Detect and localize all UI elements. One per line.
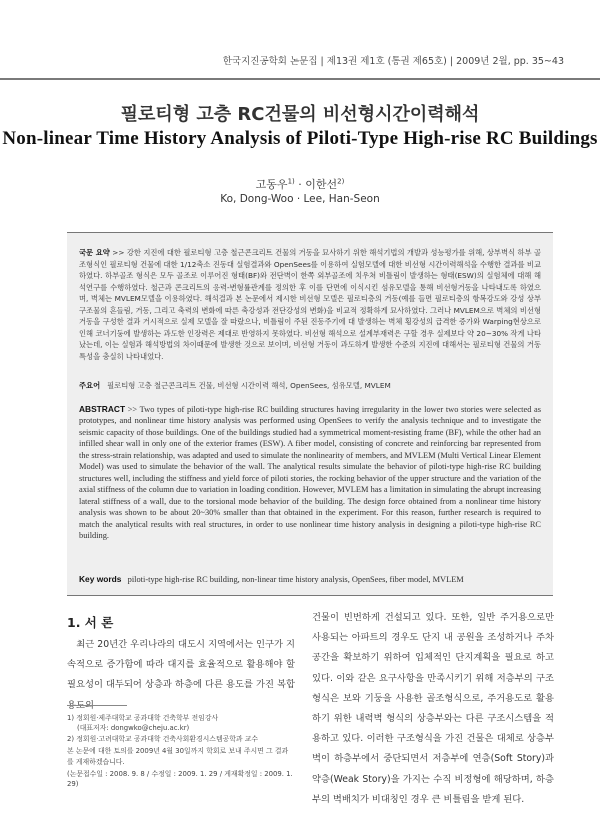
footnote-1: 1) 정회원·제주대학교 공과대학 건축학부 전임강사 (67, 714, 219, 722)
keywords-korean-label: 주요어 (79, 381, 101, 390)
authors-english: Ko, Dong-Woo · Lee, Han-Seon (220, 193, 380, 205)
keywords-english-label: Key words (79, 574, 122, 584)
author-second-affil: 2) (337, 177, 345, 186)
abstract-english-label: ABSTRACT (79, 404, 126, 414)
abstract-box (67, 232, 553, 596)
footnote-1-contact: (대표저자: dongwko@cheju.ac.kr) (77, 724, 190, 733)
author-second: 이한선 (305, 178, 338, 191)
abstract-korean (79, 247, 541, 375)
keywords-korean-text: 필로티형 고층 철근콘크리트 건물, 비선형 시간이력 해석, OpenSees, 섬유모델, MVLEM (107, 381, 391, 390)
author-first-affil: 1) (287, 177, 295, 186)
keywords-korean (79, 380, 541, 394)
abstract-english (79, 404, 541, 568)
author-separator: · (294, 178, 306, 191)
section-heading-introduction: 1. 서 론 (67, 615, 114, 630)
abstract-korean-text: >> 강한 지진에 대한 필로티형 고층 철근콘크리트 건물의 거동을 묘사하기 위한 해석기법의 개발과 성능평가를 위해, 상부벽식 하부 골조형식인 필로티형 건물에 대한 1/12축소 진동대 실험결과와 OpenSees를 이용하여 실험모델에 대한 비선형 시간이력해석을 수행한 결과를 비교하였다. 하부골조 형식은 모두 골조로 이루어진 형태(BF)와 전단벽이 한쪽 외부골조에 치우쳐 비틀림이 발생하는 형태(ESW)의 실험체에 대해 해석연구를 수행하였다. 철근과 콘크리트의 응력-변형률관계를 정의한 후 이를 단면에 이식시킨 섬유모델을 통해 비선형거동을 나타내도록 하였으며, 벽체는 MVLEM모델을 이용하였다. 해석결과 본 논문에서 제시한 비선형 모델은 필로티층의 거동(예를 들면 필로티층의 항복강도와 강성 상부구조물의 흔들림, 거동, 그리고 축력의 변화에 따른 축강성과 전단강성의 변화)을 비교적 정확하게 묘사하였다. 그러나 MVLEM으로 벽체의 비선형거동을 구성한 결과 거시적으로 실제 모델을 잘 따랐으나, 비틀림이 주된 진동주기에 대 발생하는 벽체 횡강성의 급격한 증가와 Warping현상으로 인해 코너기둥에 발생하는 과도한 인장력은 제대로 반영하지 못하였다. 비선형 해석으로 설계부재력은 구할 경우 실제보다 약 20~30% 작게 나타났는데, 이는 실험과 해석방법의 차이때문에 발생한 것으로 보이며, 비선형 거동이 과도하게 발생한 수준의 지진에 대해서는 필로티형 건물의 거동특성을 충실히 나타내었다. (79, 248, 541, 361)
discussion-note-cont: 를 게재하겠습니다. (67, 757, 125, 766)
abstract-korean-label: 국문 요약 (79, 248, 110, 257)
journal-header (0, 44, 600, 80)
footnote-divider (67, 705, 127, 706)
footnote-2: 2) 정회원·고려대학교 공과대학 건축사회환경시스템공학과 교수 (67, 734, 259, 743)
discussion-note: 본 논문에 대한 토의를 2009년 4월 30일까지 학회로 보내 주시면 그 결과 (67, 747, 289, 756)
intro-text-left-column: 최근 20년간 우리나라의 대도시 지역에서는 인구가 지속적으로 증가함에 따라 대지를 효율적으로 활용해야 할 필요성이 대두되어 상층과 하층에 다른 용도를 가진 복합용도의 (67, 639, 295, 711)
title-korean: 필로티형 고층 RC건물의 비선형시간이력해석 (120, 104, 480, 125)
abstract-english-text: >> Two types of piloti-type high-rise RC building structures having irregularity in the lower two stories were selected as prototypes, and nonlinear time history analysis was performed using OpenSees to verify the analysis technique and to investigate the seismic capacity of those buildings. One of the buildings studied had a symmetrical moment-resisting frame (BF), while the other had an infilled shear wall in only one of the exterior frames (ESW). A fiber model, consisting of concrete and reinforcing bar represented from the stress-strain relationship, was adapted and used to simulate the nonlinearity of members, and MVLEM (Multi Vertical Linear Element Model) was used to simulate the behavior of the wall. The analytical results simulate the behavior of piloti-type high-rise RC building structures well, including the stiffness and yield force of piloti stories, the rocking behavior of the upper structure and the variation of the axial stiffness of the column due to variation in loading condition. However, MVLEM has a limitation in simulating the abrupt increasing lateral stiffness of a wall, due to the torsional mode behavior of the building. The design force obtained from a nonlinear time history analysis was shown to be about 20~30% smaller than that obtained in the experiment. For this reason, further research is required to match the analytical results with real structures, in order to use nonlinear time history analysis in designing a piloti-type high-rise RC building. (79, 405, 542, 540)
title-english: Non-linear Time History Analysis of Piloti-Type High-rise RC Buildings (2, 128, 598, 149)
journal-citation: 한국지진공학회 논문집 | 제13권 제1호 (통권 제65호) | 2009년 2월, pp. 35~43 (222, 56, 564, 67)
authors-korean (0, 176, 600, 192)
keywords-english-text: piloti-type high-rise RC building, non-linear time history analysis, OpenSees, fiber model, MVLEM (127, 575, 464, 584)
author-first: 고동우 (255, 178, 288, 191)
intro-text-right-column: 건물이 빈번하게 건설되고 있다. 또한, 일반 주거용으로만 사용되는 아파트의 경우도 단지 내 공원을 조성하거나 주차공간을 확보하기 위하여 입체적인 단지계획을 필요로 하고 있다. 이와 같은 요구사항을 만족시키기 위해 저층부의 구조형식은 보와 기둥을 사용한 골조형식으로, 주거용도로 활용하기 위한 내력벽 형식의 상층부와는 다른 구조시스템을 적용하고 있다. 이러한 구조형식을 가진 건물은 대체로 상층부 벽이 하층부에서 중단되면서 저층부에 연층(Soft Story)과 약층(Weak Story)을 가지는 수직 비정형에 해당하며, 하층부의 벽배치가 비대칭인 경우 큰 비틀림을 받게 된다. (312, 612, 554, 805)
submission-dates: (논문접수일 : 2008. 9. 8 / 수정일 : 2009. 1. 29 / 게재확정일 : 2009. 1. 29) (67, 770, 293, 789)
footnotes (67, 713, 299, 790)
keywords-english (79, 574, 541, 588)
